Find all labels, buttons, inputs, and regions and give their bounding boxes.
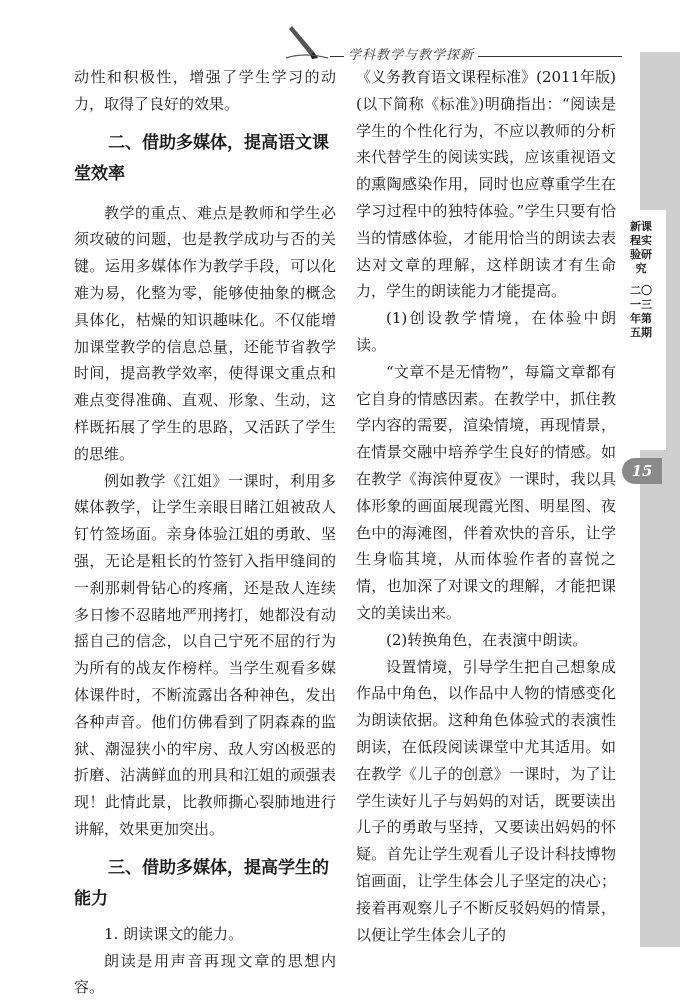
right-column xyxy=(356,64,616,948)
right-paragraph-2: 设置情境，引导学生把自己想象成作品中角色，以作品中人物的情感变化为朗读依据。这种角色体验式的表演性朗读，在低段阅读课堂中尤其适用。如在教学《儿子的创意》一课时，为了让学生读好儿子与妈妈的对话，既要读出儿子的勇敢与坚持，又要读出妈妈的怀疑。首先让学生观看儿子设计科技博物馆画面，让学生体会儿子坚定的决心；接着再观察儿子不断反驳妈妈的情景，以便让学生体会儿子的 xyxy=(356,657,616,944)
right-subheading-2: (2)转换角色，在表演中朗读。 xyxy=(386,630,588,649)
header-title: 学科教学与教学探新 xyxy=(344,44,478,63)
journal-name: 新课程实验研究 xyxy=(630,220,652,275)
right-paragraph-0: 《义务教育语文课程标准》(2011年版)(以下简称《标准》)明确指出：“阅读是学生的个性化行为，不应以教师的分析来代替学生的阅读实践，应该重视语文的熏陶感染作用，同时也应尊重学生在学习过程中的独特体验。”学生只要有恰当的情感体验，才能用恰当的朗读去表达对文章的理解，这样朗读才有生命力，学生的朗读能力才能提高。 xyxy=(356,68,616,301)
left-paragraph-3: 朗读是用声音再现文章的思想内容。 xyxy=(74,951,336,997)
page-header xyxy=(0,0,680,70)
side-bar xyxy=(640,52,680,947)
left-paragraph-0: 动性和积极性，增强了学生学习的动力，取得了良好的效果。 xyxy=(74,68,336,113)
right-subheading-1: (1)创设教学情境，在体验中朗读。 xyxy=(356,309,616,354)
subheading-1: 1. 朗读课文的能力。 xyxy=(104,924,244,943)
section-heading-3: 三、借助多媒体，提高学生的能力 xyxy=(74,857,329,909)
issue-label: 二〇一三年第五期 xyxy=(630,284,652,339)
brush-pen-icon xyxy=(284,22,330,62)
page-number: 15 xyxy=(622,458,662,484)
right-paragraph-1: “文章不是无情物”，每篇文章都有它自身的情感因素。在教学中，抓住教学内容的需要，渲染情境，再现情景，在情景交融中培养学生良好的情感。如在教学《海滨仲夏夜》一课时，我以具体形象的画面展现霞光图、明星图、夜色中的海滩图，伴着欢快的音乐，让学生身临其境，从而体验作者的喜悦之情，也加深了对课文的理解，才能把课文的美读出来。 xyxy=(356,362,616,622)
section-heading-2: 二、借助多媒体，提高语文课堂效率 xyxy=(74,132,329,184)
left-paragraph-1: 教学的重点、难点是教师和学生必须攻破的问题，也是教学成功与否的关键。运用多媒体作为教学手段，可以化难为易，化整为零，能够使抽象的概念具体化，枯燥的知识趣味化。不仅能增加课堂教学的信息总量，还能节省教学时间，提高教学效率，使得课文重点和难点变得准确、直观、形象、生动，这样既拓展了学生的思路，又活跃了学生的思维。 xyxy=(74,203,336,463)
journal-info xyxy=(630,220,652,340)
left-paragraph-2: 例如教学《江姐》一课时，利用多媒体教学，让学生亲眼目睹江姐被敌人钉竹签场面。亲身体验江姐的勇敢、坚强，无论是粗长的竹签钉入指甲缝间的一刹那刺骨钻心的疼痛，还是敌人连续多日惨不忍睹地严刑拷打，她都没有动摇自己的信念，以自己宁死不屈的行为为所有的战友作榜样。当学生观看多媒体课件时，不断流露出各种神色，发出各种声音。他们仿佛看到了阴森森的监狱、潮湿狭小的牢房、敌人穷凶极恶的折磨、沾满鲜血的刑具和江姐的顽强表现！此情此景，比教师撕心裂肺地进行讲解，效果更加突出。 xyxy=(74,471,336,838)
left-column xyxy=(74,64,336,1001)
